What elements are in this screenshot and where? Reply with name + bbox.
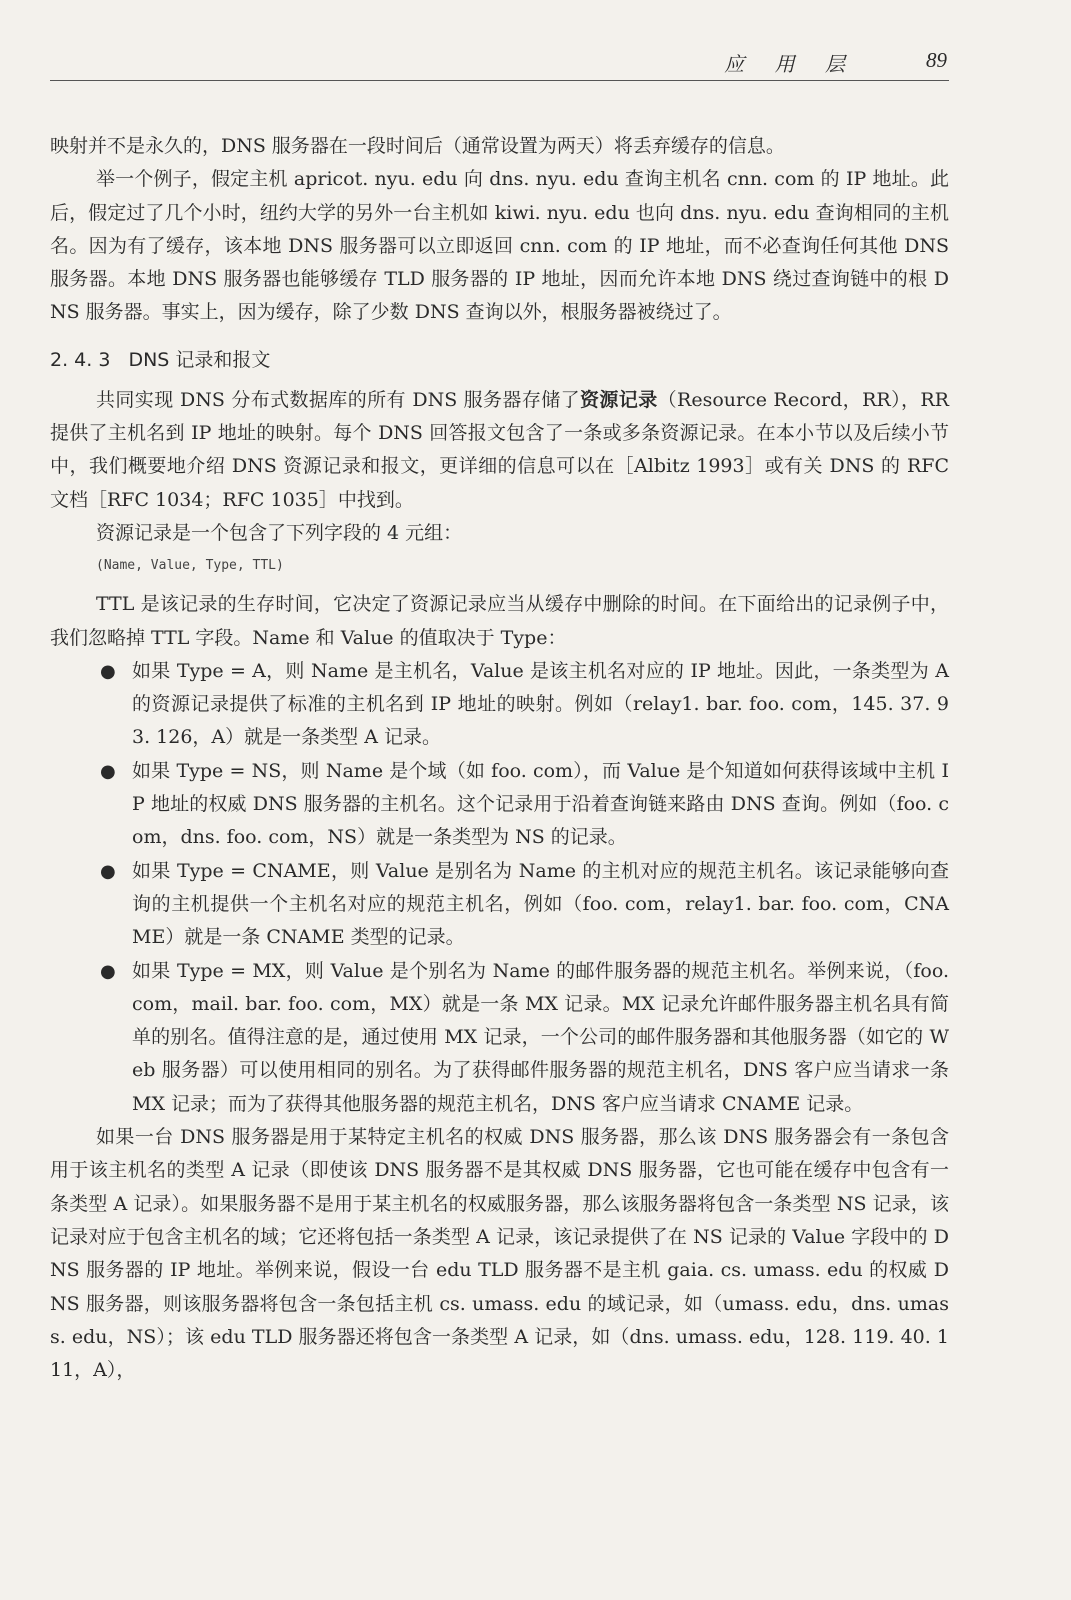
section-title: DNS 记录和报文	[128, 348, 271, 371]
page-number: 89	[926, 48, 947, 72]
list-item-type-a	[50, 655, 949, 755]
list-item-text: 如果 Type = A，则 Name 是主机名，Value 是该主机名对应的 IP 地址。因此，一条类型为 A 的资源记录提供了标准的主机名到 IP 地址的映射。例如（relay1. bar. foo. com，145. 37. 93. 126，A）就是一条类型 A 记录。	[132, 659, 949, 749]
bullet-dot-icon: ●	[100, 960, 116, 982]
paragraph-tuple-intro: 资源记录是一个包含了下列字段的 4 元组：	[96, 521, 463, 544]
bullet-dot-icon: ●	[100, 860, 116, 882]
record-type-list	[50, 655, 949, 1121]
list-item-type-mx	[50, 955, 949, 1121]
paragraph-ttl: TTL 是该记录的生存时间，它决定了资源记录应当从缓存中删除的时间。在下面给出的记录例子中，我们忽略掉 TTL 字段。Name 和 Value 的值取决于 Type：	[50, 593, 949, 649]
list-item-text: 如果 Type = MX，则 Value 是个别名为 Name 的邮件服务器的规范主机名。举例来说，（foo. com，mail. bar. foo. com，MX）就是一条 MX 记录。MX 记录允许邮件服务器主机名具有简单的别名。值得注意的是，通过使用 MX 记录，一个公司的邮件服务器和其他服务器（如它的 Web 服务器）可以使用相同的别名。为了获得邮件服务器的规范主机名，DNS 客户应当请求一条 MX 记录；而为了获得其他服务器的规范主机名，DNS 客户应当请求 CNAME 记录。	[132, 959, 949, 1115]
paragraph-resource-records	[50, 384, 949, 517]
page-content	[50, 130, 949, 1387]
bullet-dot-icon: ●	[100, 660, 116, 682]
paragraph-authoritative-server: 如果一台 DNS 服务器是用于某特定主机名的权威 DNS 服务器，那么该 DNS 服务器会有一条包含用于该主机名的类型 A 记录（即使该 DNS 服务器不是其权威 DNS 服务器，它也可能在缓存中包含有一条类型 A 记录）。如果服务器不是用于某主机名的权威服务器，那么该服务器将包含一条类型 NS 记录，该记录对应于包含主机名的域；它还将包括一条类型 A 记录，该记录提供了在 NS 记录的 Value 字段中的 DNS 服务器的 IP 地址。举例来说，假设一台 edu TLD 服务器不是主机 gaia. cs. umass. edu 的权威 DNS 服务器，则该服务器将包含一条包括主机 cs. umass. edu 的域记录，如（umass. edu，dns. umass. edu，NS）；该 edu TLD 服务器还将包含一条类型 A 记录，如（dns. umass. edu，128. 119. 40. 111，A），	[50, 1126, 949, 1382]
rr-detail-text: （Resource Record，RR），RR 提供了主机名到 IP 地址的映射。每个 DNS 回答报文包含了一条或多条资源记录。在本小节以及后续小节中，我们概要地介绍 DNS 资源记录和报文，更详细的信息可以在［Albitz 1993］或有关 DNS 的 RFC 文档［RFC 1034；RFC 1035］中找到。	[50, 388, 949, 511]
list-item-text: 如果 Type = CNAME，则 Value 是别名为 Name 的主机对应的规范主机名。该记录能够向查询的主机提供一个主机名对应的规范主机名，例如（foo. com，relay1. bar. foo. com，CNAME）就是一条 CNAME 类型的记录。	[132, 859, 949, 949]
list-item-type-cname	[50, 855, 949, 955]
list-item-text: 如果 Type = NS，则 Name 是个域（如 foo. com），而 Value 是个知道如何获得该域中主机 IP 地址的权威 DNS 服务器的主机名。这个记录用于沿着查询链来路由 DNS 查询。例如（foo. com，dns. foo. com，NS）就是一条类型为 NS 的记录。	[132, 759, 949, 849]
rr-intro-text: 共同实现 DNS 分布式数据库的所有 DNS 服务器存储了	[96, 388, 581, 411]
list-item-type-ns	[50, 755, 949, 855]
paragraph-cache-expiry: 映射并不是永久的，DNS 服务器在一段时间后（通常设置为两天）将丢弃缓存的信息。	[50, 135, 785, 157]
page-header	[50, 44, 949, 81]
code-tuple: (Name, Value, Type, TTL)	[96, 558, 284, 574]
section-number: 2. 4. 3	[50, 348, 111, 371]
section-heading	[50, 345, 949, 375]
bullet-dot-icon: ●	[100, 760, 116, 782]
paragraph-cache-example: 举一个例子，假定主机 apricot. nyu. edu 向 dns. nyu. edu 查询主机名 cnn. com 的 IP 地址。此后，假定过了几个小时，纽约大学的另外一台主机如 kiwi. nyu. edu 也向 dns. nyu. edu 查询相同的主机名。因为有了缓存，该本地 DNS 服务器可以立即返回 cnn. com 的 IP 地址，而不必查询任何其他 DNS 服务器。本地 DNS 服务器也能够缓存 TLD 服务器的 IP 地址，因而允许本地 DNS 绕过查询链中的根 DNS 服务器。事实上，因为缓存，除了少数 DNS 查询以外，根服务器被绕过了。	[50, 168, 949, 324]
running-title: 应 用 层	[724, 52, 857, 76]
resource-record-term: 资源记录	[580, 388, 658, 411]
